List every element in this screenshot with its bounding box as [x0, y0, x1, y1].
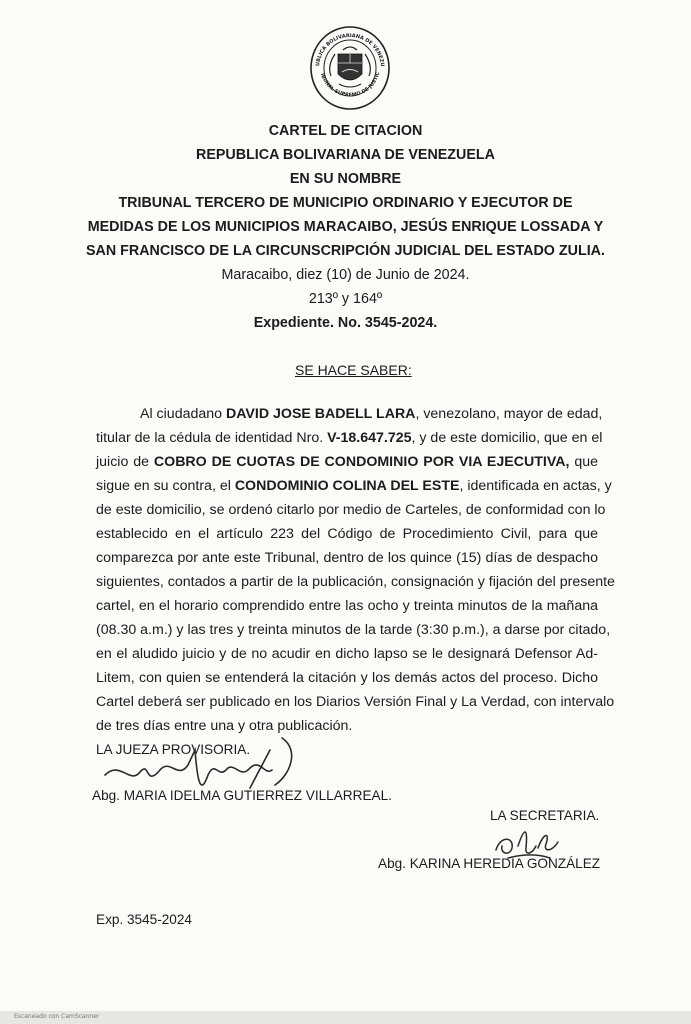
- scanner-watermark: Escaneado con CamScanner: [14, 1013, 100, 1020]
- body-line: [140, 404, 603, 424]
- body-line: [96, 452, 598, 472]
- text-run: titular de la cédula de identidad Nro.: [96, 430, 328, 446]
- body-line: comparezca por ante este Tribunal, dentro de los quince (15) días de despacho: [96, 550, 598, 566]
- document-title: CARTEL DE CITACION: [268, 123, 423, 139]
- judge-title: LA JUEZA PROVISORIA.: [96, 742, 251, 757]
- body-line: de este domicilio, se ordenó citarlo por medio de Carteles, de conformidad con lo: [96, 502, 606, 518]
- text-run: , y de este domicilio, que en el: [411, 430, 603, 446]
- body-line: en el aludido juicio y de no acudir en dicho lapso se le designará Defensor Ad-: [96, 646, 598, 662]
- date-line: Maracaibo, diez (10) de Junio de 2024.: [221, 267, 470, 283]
- body-line: establecido en el artículo 223 del Código de Procedimiento Civil, para que: [96, 526, 598, 542]
- id-number: V-18.647.725: [327, 430, 412, 446]
- notice-heading: SE HACE SABER:: [295, 362, 412, 378]
- body-line: Cartel deberá ser publicado en los Diarios Versión Final y La Verdad, con intervalo: [96, 694, 615, 710]
- judge-name: Abg. MARIA IDELMA GUTIERREZ VILLARREAL.: [92, 788, 392, 803]
- text-run: que: [569, 454, 598, 470]
- years-line: 213º y 164º: [308, 291, 383, 307]
- body-line: [96, 428, 603, 448]
- secretary-title: LA SECRETARIA.: [490, 808, 600, 823]
- body-line: de tres días entre una y otra publicación.: [96, 718, 353, 734]
- text-run: juicio de: [96, 454, 154, 470]
- case-type: COBRO DE CUOTAS DE CONDOMINIO POR VIA EJECUTIVA,: [153, 454, 570, 470]
- text-run: , identificada en actas, y: [459, 478, 612, 494]
- body-line: siguientes, contados a partir de la publicación, consignación y fijación del presente: [96, 574, 615, 590]
- court-line-2: MEDIDAS DE LOS MUNICIPIOS MARACAIBO, JESÚS ENRIQUE LOSSADA Y: [87, 219, 604, 235]
- footer-file-number: Exp. 3545-2024: [96, 912, 192, 927]
- venezuela-supreme-court-seal: [309, 24, 391, 112]
- secretary-name: Abg. KARINA HEREDIA GONZÁLEZ: [378, 856, 601, 871]
- citizen-name: DAVID JOSE BADELL LARA: [225, 406, 416, 422]
- text-run: , venezolano, mayor de edad,: [415, 406, 603, 422]
- plaintiff-name: CONDOMINIO COLINA DEL ESTE: [234, 478, 460, 494]
- body-line: [96, 476, 612, 496]
- court-line-3: SAN FRANCISCO DE LA CIRCUNSCRIPCIÓN JUDICIAL DEL ESTADO ZULIA.: [86, 243, 605, 259]
- text-run: Al ciudadano: [140, 406, 226, 422]
- file-number: Expediente. No. 3545-2024.: [253, 315, 438, 331]
- body-line: Litem, con quien se entenderá la citación y los demás actos del proceso. Dicho: [96, 670, 598, 686]
- svg-text:REPUBLICA BOLIVARIANA DE VENEZ: UBLICA BOLIVARIANA DE VENEZU: [315, 32, 386, 67]
- in-name-line: EN SU NOMBRE: [289, 171, 402, 187]
- court-line-1: TRIBUNAL TERCERO DE MUNICIPIO ORDINARIO Y EJECUTOR DE: [118, 195, 573, 211]
- svg-text:TRIBUNAL SUPREMO DE JUSTICIA: IBUNAL SUPREMO DE JUSTIC: [319, 71, 382, 99]
- body-line: (08.30 a.m.) y las tres y treinta minutos de la tarde (3:30 p.m.), a darse por citado,: [96, 622, 611, 638]
- scanner-footer-bar: [0, 1011, 691, 1024]
- body-line: cartel, en el horario comprendido entre las ocho y treinta minutos de la mañana: [96, 598, 598, 614]
- text-run: sigue en su contra, el: [96, 478, 235, 494]
- republic-line: REPUBLICA BOLIVARIANA DE VENEZUELA: [196, 147, 495, 163]
